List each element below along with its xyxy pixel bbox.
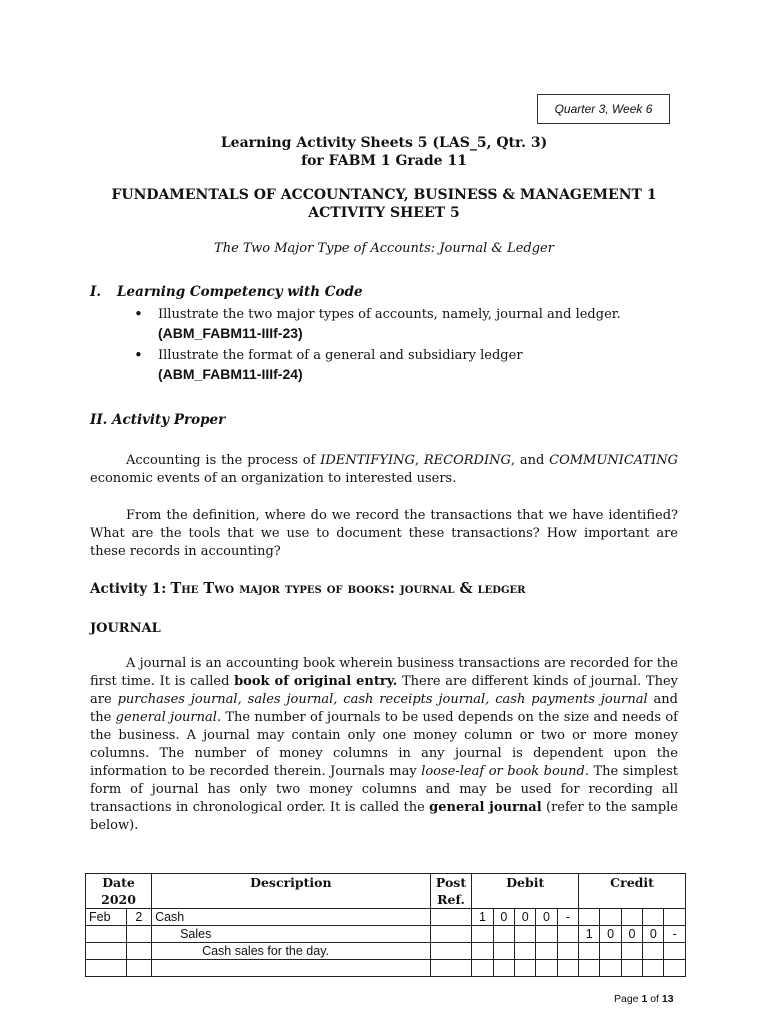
credit-digit [621,943,642,960]
activity-1-title: The Two major types of books: journal & ledger [170,580,526,597]
competency-code-1: (ABM_FABM11-IIIf-23) [158,325,303,341]
credit-digit [579,960,600,977]
page-total: 13 [661,993,674,1005]
text: , [414,453,424,468]
section-1-title: Learning Competency with Code [117,284,363,300]
credit-digit [664,960,686,977]
text: . The simplest form of journal has only two money columns and may be used for recording all transactions in chronological order. It is called the [90,764,678,815]
text: . The number of journals to be used depends on the size and needs of the business. A journal may contain only one money column or two or more money columns. The number of money columns in any journal is dependent upon the information to be recorded therein. Journals may [90,710,678,779]
journal-heading: JOURNAL [90,621,161,636]
credit-digit: 0 [600,926,621,943]
italic-term: purchases journal, sales journal, cash receipts journal, cash payments journal [117,692,648,707]
debit-digit: - [557,909,578,926]
credit-digit [600,943,621,960]
debit-digit [493,943,514,960]
emphasis: RECORDING [423,453,511,468]
table-row [86,926,686,943]
credit-digit: 0 [643,926,664,943]
debit-digit [493,926,514,943]
credit-digit: - [664,926,686,943]
italic-term: loose-leaf or book bound [421,764,585,779]
section-2-heading: II. Activity Proper [90,412,226,428]
document-subject [0,186,768,222]
debit-digit [515,943,536,960]
debit-digit: 1 [472,909,493,926]
quarter-week-label: Quarter 3, Week 6 [554,102,653,116]
debit-digit [515,960,536,977]
debit-digit [536,960,557,977]
credit-digit [579,909,600,926]
text: (refer to the sample below). [90,800,678,833]
debit-digit [557,960,578,977]
activity-1-heading [90,580,525,597]
text: A journal is an accounting book wherein business transactions are recorded for the first time. It is called [90,656,678,689]
debit-digit [472,926,493,943]
credit-digit [600,960,621,977]
date-header [86,874,152,909]
table-row [86,909,686,926]
credit-digit [664,943,686,960]
day-cell [126,960,151,977]
month-cell: Feb [86,909,127,926]
credit-digit [664,909,686,926]
of-label: of [650,993,659,1005]
credit-digit [600,909,621,926]
questions-paragraph: From the definition, where do we record the transactions that we have identified? What are the tools that we use to document these transactions? How important are these records in accounting? [90,508,678,559]
text: Accounting is the process of [126,453,321,468]
credit-digit [643,960,664,977]
post-ref-cell [430,943,472,960]
bold-term: book of original entry. [234,674,398,689]
debit-digit [536,926,557,943]
description-cell: Sales [152,926,431,943]
credit-digit: 1 [579,926,600,943]
post-ref-header [430,874,472,909]
section-1-heading [90,284,363,300]
page-number: 1 [641,993,648,1005]
page-label: Page [614,993,639,1005]
debit-digit [515,926,536,943]
credit-digit [643,943,664,960]
debit-digit [493,960,514,977]
text: economic events of an organization to interested users. [90,471,457,486]
table-header-row [86,874,686,909]
day-cell [126,926,151,943]
bold-term: general journal [429,800,542,815]
debit-digit: 0 [515,909,536,926]
post-ref-cell [430,960,472,977]
debit-digit [557,943,578,960]
month-cell [86,960,127,977]
page-footer [614,993,674,1005]
debit-header: Debit [472,874,579,909]
table-row [86,960,686,977]
emphasis: COMMUNICATING [549,453,679,468]
month-cell [86,943,127,960]
competency-item-1: • Illustrate the two major types of accounts, namely, journal and ledger. [134,305,694,324]
credit-digit [621,909,642,926]
debit-digit [536,943,557,960]
title-line-2: for FABM 1 Grade 11 [301,153,467,169]
debit-digit [472,943,493,960]
credit-digit [643,909,664,926]
debit-digit [557,926,578,943]
post-ref-cell [430,909,472,926]
quarter-week-box [537,94,670,124]
description-cell: Cash sales for the day. [152,943,431,960]
post-ref-cell [430,926,472,943]
table-row [86,943,686,960]
competency-item-2: • Illustrate the format of a general and subsidiary ledger [134,346,694,365]
year-label: 2020 [101,892,136,907]
day-cell [126,943,151,960]
credit-digit: 0 [621,926,642,943]
credit-digit [579,943,600,960]
credit-header: Credit [579,874,686,909]
post-label: Post [435,875,467,890]
section-1-number: I. [90,284,102,300]
credit-digit [621,960,642,977]
description-cell: Cash [152,909,431,926]
competency-code-2: (ABM_FABM11-IIIf-24) [158,366,303,382]
accounting-definition-paragraph [90,452,678,488]
description-header: Description [152,874,431,909]
month-cell [86,926,127,943]
competency-list [134,305,694,384]
date-label: Date [102,875,135,890]
emphasis: IDENTIFYING [320,453,415,468]
activity-1-label: Activity 1: [90,581,167,597]
debit-digit: 0 [536,909,557,926]
subject-line: FUNDAMENTALS OF ACCOUNTANCY, BUSINESS & MANAGEMENT 1 [111,187,657,203]
text: , and [510,453,550,468]
text: and the [90,692,678,725]
title-line-1: Learning Activity Sheets 5 (LAS_5, Qtr. 3) [220,135,548,151]
activity-sheet-line: ACTIVITY SHEET 5 [308,205,460,221]
ref-label: Ref. [437,892,465,907]
description-cell [152,960,431,977]
debit-digit: 0 [493,909,514,926]
text: There are different kinds of journal. They are [90,674,678,707]
journal-paragraph [90,655,678,835]
general-journal-table [85,873,686,977]
italic-term: general journal [115,710,217,725]
document-title [0,134,768,170]
document-subtitle: The Two Major Type of Accounts: Journal & Ledger [214,241,554,256]
debit-digit [472,960,493,977]
day-cell: 2 [126,909,151,926]
